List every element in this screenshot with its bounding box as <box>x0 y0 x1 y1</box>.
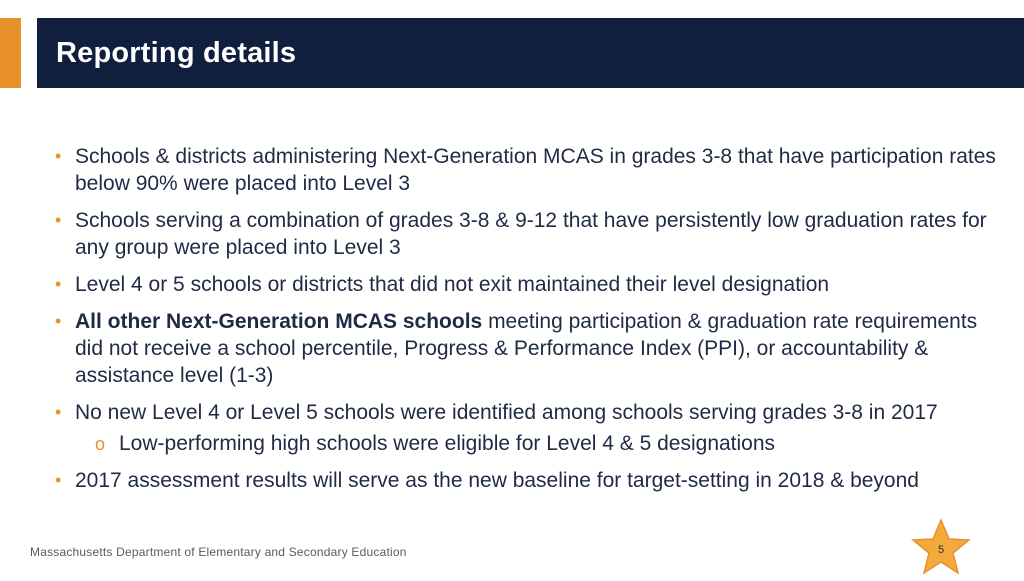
bullet-dot-icon: • <box>55 146 62 166</box>
bullet-item <box>55 143 1000 197</box>
hollow-circle-icon: o <box>95 434 106 454</box>
bullet-item <box>55 207 1000 261</box>
bullet-text: Schools serving a combination of grades 3-8 & 9-12 that have persistently low graduation rates for any group were placed into Level 3 <box>75 209 987 259</box>
bullet-item <box>55 399 1000 457</box>
bullet-dot-icon: • <box>55 210 62 230</box>
page-number: 5 <box>937 544 945 556</box>
bullet-dot-icon: • <box>55 311 62 331</box>
footer-organization: Massachusetts Department of Elementary and Secondary Education <box>30 545 407 559</box>
page-title: Reporting details <box>56 36 297 69</box>
page-number-badge <box>910 518 972 576</box>
bullet-text: meeting participation & graduation rate requirements did not receive a school percentile, Progress & Performance Index (PPI), or accountability & assistance level (1-3) <box>75 310 978 387</box>
bullet-dot-icon: • <box>55 274 62 294</box>
title-bar <box>37 18 1024 88</box>
accent-bar <box>0 18 21 88</box>
bullet-dot-icon: • <box>55 402 62 422</box>
bullet-bold-text: All other Next-Generation MCAS schools <box>75 310 483 333</box>
sub-bullet-list <box>75 430 1000 457</box>
bullet-text: Level 4 or 5 schools or districts that did not exit maintained their level designation <box>75 273 830 296</box>
sub-bullet-item <box>95 430 1000 457</box>
slide-content <box>55 143 1000 504</box>
sub-bullet-text: Low-performing high schools were eligible for Level 4 & 5 designations <box>119 432 776 455</box>
bullet-item <box>55 308 1000 389</box>
bullet-text: No new Level 4 or Level 5 schools were identified among schools serving grades 3-8 in 2017 <box>75 401 938 424</box>
bullet-text: 2017 assessment results will serve as the new baseline for target-setting in 2018 & beyond <box>75 469 919 492</box>
bullet-text: Schools & districts administering Next-Generation MCAS in grades 3-8 that have participation rates below 90% were placed into Level 3 <box>75 145 996 195</box>
bullet-dot-icon: • <box>55 470 62 490</box>
bullet-list <box>55 143 1000 494</box>
bullet-item <box>55 467 1000 494</box>
bullet-item <box>55 271 1000 298</box>
